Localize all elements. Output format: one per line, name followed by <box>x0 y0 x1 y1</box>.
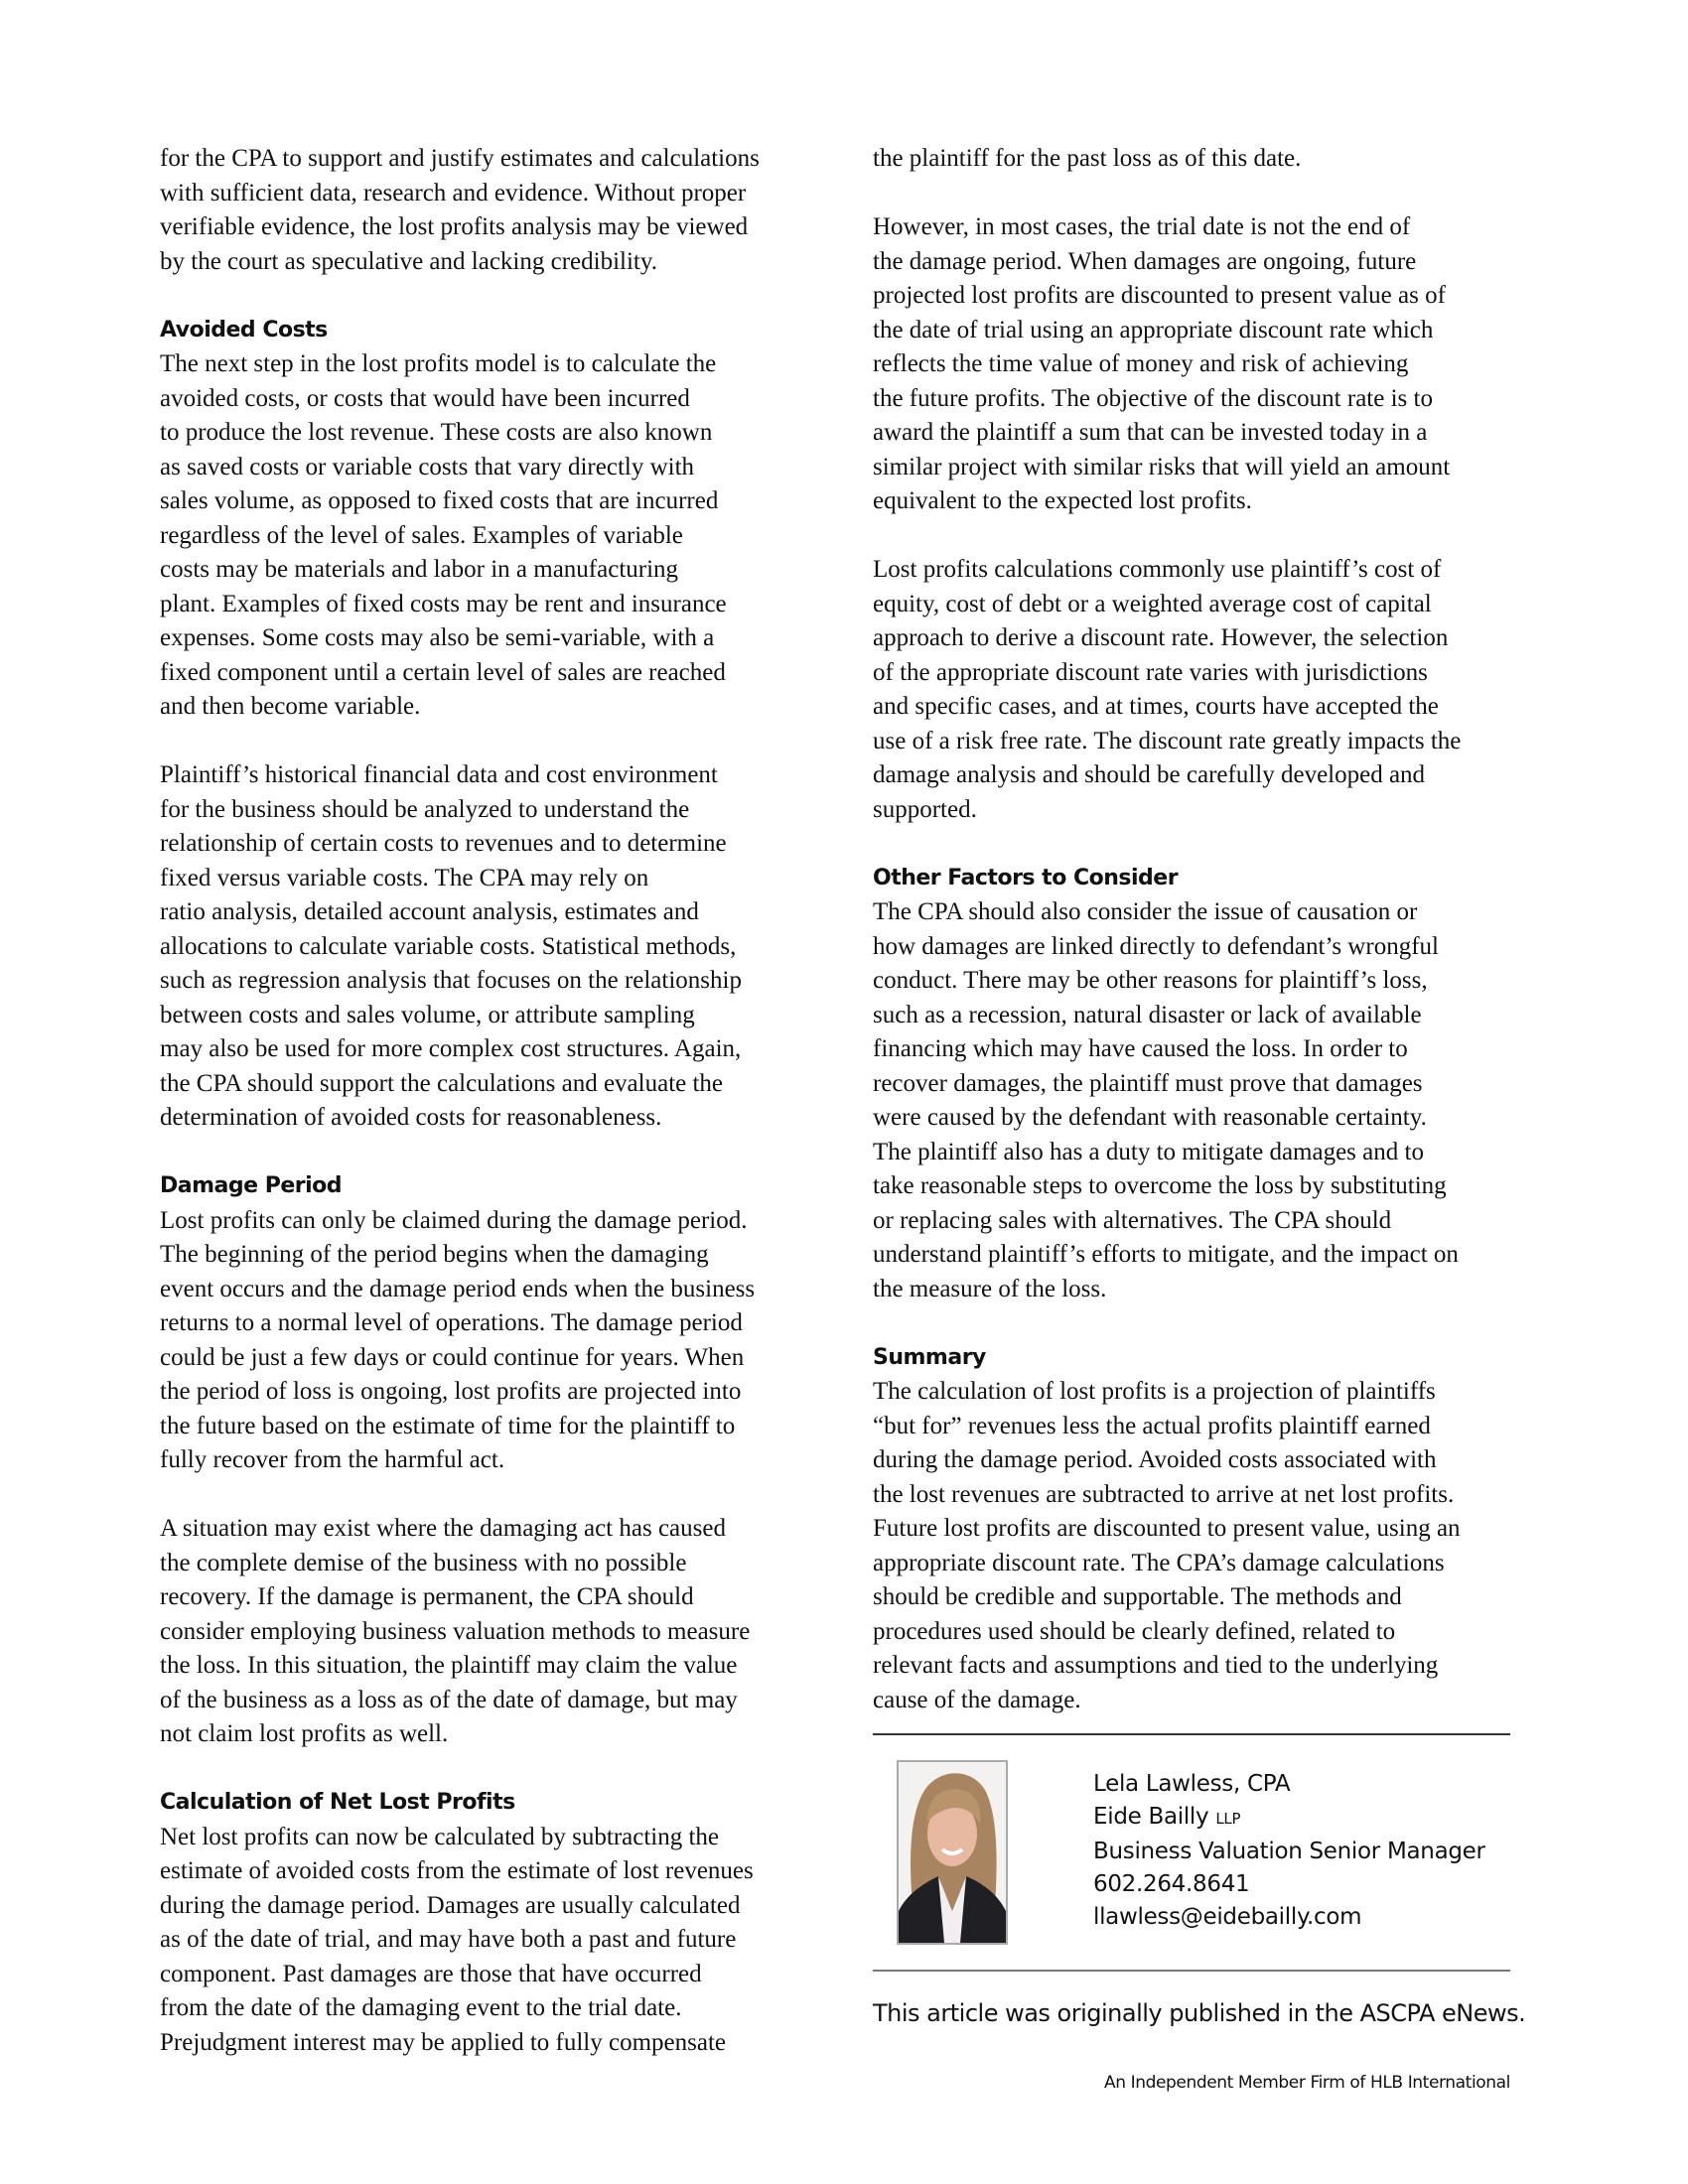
author-phone: 602.264.8641 <box>1093 1871 1250 1897</box>
paragraph: The next step in the lost profits model is to calculate the avoided costs, or costs that would have been incurred to produce the lost revenue. These costs are also known as saved costs or variable costs that vary directly with sales volume, as opposed to fixed costs that are incurred regardless of the level of sales. Examples of variable costs may be materials and labor in a manufacturing plant. Examples of fixed costs may be rent and insurance expenses. Some costs may also be semi-variable, with a fixed component until a certain level of sales are reached and then become variable. <box>160 350 727 720</box>
author-email: llawless@eidebailly.com <box>1093 1904 1362 1930</box>
author-name: Lela Lawless, CPA <box>1093 1771 1291 1797</box>
paragraph: However, in most cases, the trial date is not the end of the damage period. When damages are ongoing, future projected lost profits are discounted to present value as of the date of trial using an appropriate discount rate which reflects the time value of money and risk of achieving the future profits. The objective of the discount rate is to award the plaintiff a sum that can be invested today in a similar project with similar risks that will yield an amount equivalent to the expected lost profits. <box>873 213 1451 514</box>
paragraph: Net lost profits can now be calculated by subtracting the estimate of avoided costs from the estimate of lost revenues during the damage period. Damages are usually calculated as of the date of trial, and may have both a past and future component. Past damages are those that have occurred from the date of the damaging event to the trial date. Prejudgment interest may be applied to fully compensate <box>160 1823 754 2056</box>
heading-summary: Summary <box>873 1344 986 1370</box>
paragraph: Lost profits calculations commonly use plaintiff’s cost of equity, cost of debt or a weighted average cost of capital approach to derive a discount rate. However, the selection of the appropriate discount rate varies with jurisdictions and specific cases, and at times, courts have accepted the use of a risk free rate. The discount rate greatly impacts the damage analysis and should be carefully developed and supported. <box>873 556 1462 823</box>
heading-calculation-net-lost-profits: Calculation of Net Lost Profits <box>160 1790 515 1815</box>
paragraph: Lost profits can only be claimed during the damage period. The beginning of the period begins when the damaging event occurs and the damage period ends when the business returns to a normal level of operations. The damage period could be just a few days or could continue for years. When the period of loss is ongoing, lost profits are projected into the future based on the estimate of time for the plaintiff to fully recover from the harmful act. <box>160 1206 756 1473</box>
heading-other-factors: Other Factors to Consider <box>873 865 1179 890</box>
heading-avoided-costs: Avoided Costs <box>160 317 328 342</box>
paragraph: A situation may exist where the damaging act has caused the complete demise of the business with no possible recovery. If the damage is permanent, the CPA should consider employing business valuation methods to measure the loss. In this situation, the plaintiff may claim the value of the business as a loss as of the date of damage, but may not claim lost profits as well. <box>160 1515 751 1747</box>
divider-bottom <box>873 1970 1510 1972</box>
paragraph: Plaintiff’s historical financial data and cost environment for the business should be analyzed to understand the relationship of certain costs to revenues and to determine fixed versus variable costs. The CPA may rely on ratio analysis, detailed account analysis, estimates and allocations to calculate variable costs. Statistical methods, such as regression analysis that focuses on the relationship between costs and sales volume, or attribute sampling may also be used for more complex cost structures. Again, the CPA should support the calculations and evaluate the determination of avoided costs for reasonableness. <box>160 761 742 1131</box>
right-column <box>873 142 1528 1752</box>
paragraph: for the CPA to support and justify estimates and calculations with sufficient data, research and evidence. Without proper verifiable evidence, the lost profits analysis may be viewed by the court as speculative and lacking credibility. <box>160 145 760 275</box>
left-column <box>160 142 815 2095</box>
author-firm <box>1093 1801 1485 1836</box>
firm-name: Eide Bailly <box>1093 1804 1209 1830</box>
paragraph: The CPA should also consider the issue of causation or how damages are linked directly to defendant’s wrongful conduct. There may be other reasons for plaintiff’s loss, such as a recession, natural disaster or lack of available financing which may have caused the loss. In order to recover damages, the plaintiff must prove that damages were caused by the defendant with reasonable certainty. The plaintiff also has a duty to mitigate damages and to take reasonable steps to overcome the loss by substituting or replacing sales with alternatives. The CPA should understand plaintiff’s efforts to mitigate, and the impact on the measure of the loss. <box>873 898 1459 1302</box>
author-contact <box>1093 1768 1485 1934</box>
publication-note: This article was originally published in the ASCPA eNews. <box>873 1999 1526 2027</box>
author-photo <box>897 1760 1008 1945</box>
heading-damage-period: Damage Period <box>160 1173 343 1198</box>
paragraph: The calculation of lost profits is a projection of plaintiffs “but for” revenues less the actual profits plaintiff earned during the damage period. Avoided costs associated with the lost revenues are subtracted to arrive at net lost profits. Future lost profits are discounted to present value, using an appropriate discount rate. The CPA’s damage calculations should be credible and supportable. The methods and procedures used should be clearly defined, related to relevant facts and assumptions and tied to the underlying cause of the damage. <box>873 1378 1461 1713</box>
divider-top <box>873 1733 1510 1735</box>
page-footer: An Independent Member Firm of HLB International <box>1103 2073 1510 2093</box>
paragraph: the plaintiff for the past loss as of this date. <box>873 145 1302 172</box>
firm-suffix: LLP <box>1215 1810 1241 1828</box>
author-title: Business Valuation Senior Manager <box>1093 1839 1485 1864</box>
